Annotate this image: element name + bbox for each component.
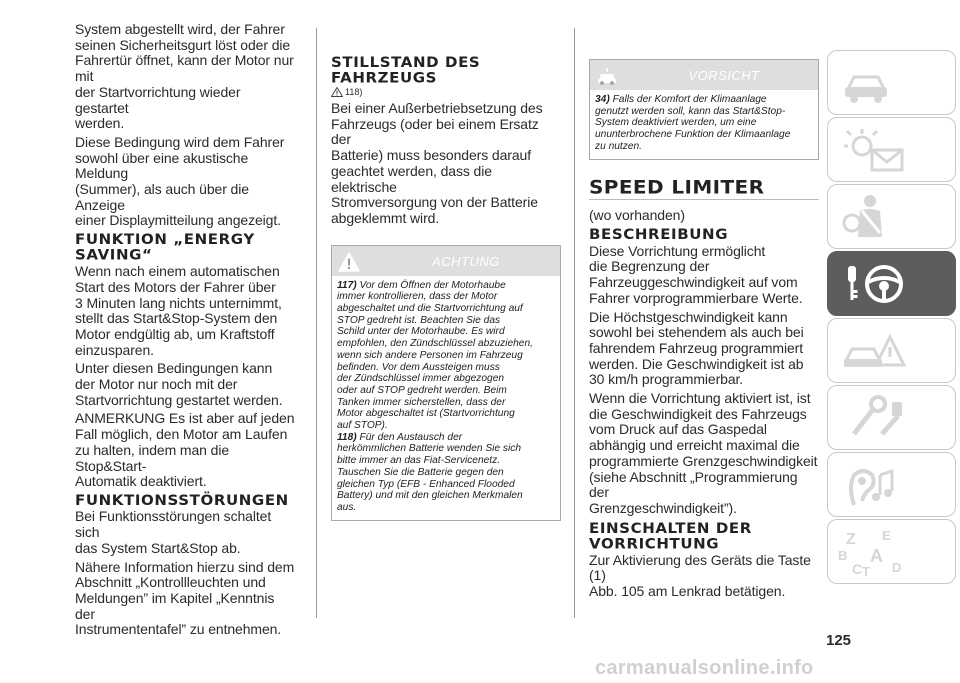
caution-box-title: VORSICHT <box>688 68 760 83</box>
column-divider <box>574 28 575 618</box>
chapter-heading: SPEED LIMITER <box>589 175 765 198</box>
tab-starting-driving[interactable] <box>827 251 956 316</box>
paragraph: Die Höchstgeschwindigkeit kann sowohl bei stehendem als auch bei fahrendem Fahrzeug programmiert werden. Die Geschwindigkeit ist ab 30 km/h programmierbar. <box>589 308 804 388</box>
warning-box <box>331 245 561 521</box>
paragraph: Diese Vorrichtung ermöglicht die Begrenzung der Fahrzeuggeschwindigkeit auf vom Fahrer vorprogrammierbare Werte. <box>589 242 803 306</box>
section-heading: FUNKTION „ENERGY SAVING“ <box>75 231 255 263</box>
index-letter: D <box>892 560 902 575</box>
section-heading: STILLSTAND DES FAHRZEUGS <box>331 53 481 86</box>
column-middle <box>331 22 561 521</box>
index-letter: C <box>852 561 863 576</box>
note-number: 34) <box>595 94 610 105</box>
tab-warning-lights[interactable] <box>827 117 956 182</box>
warning-lights-icon <box>840 126 910 174</box>
index-letter: B <box>838 548 848 563</box>
index-letter: E <box>882 528 891 543</box>
paragraph: Wenn nach einem automatischen Start des Motors der Fahrer über 3 Minuten lang nichts unternimmt, stellt das Start&Stop-System den Motor endgültig ab, um Kraftstoff einzusparen. <box>75 263 282 358</box>
watermark: carmanualsonline.info <box>595 657 814 679</box>
caution-box-body <box>590 90 818 159</box>
paragraph: Unter diesen Bedingungen kann der Motor nur noch mit der Startvorrichtung gestartet werden. <box>75 360 283 408</box>
note-text: Vor dem Öffnen der Motorhaube immer kontrollieren, dass der Motor abgeschaltet und die Startvorrichtung auf STOP gedreht ist. Beachten Sie das Schild unter der Motorhaube. Es wird empfohlen, den Zündschlüssel abzuziehen, wenn sich andere Personen im Fahrzeug befinden. Vor dem Aussteigen muss der Zündschlüssel immer abgezogen oder auf STOP gedreht werden. Beim Tanken immer sicherstellen, dass der Motor abgeschaltet ist (Startvorrichtung auf STOP). <box>337 279 533 432</box>
alphabetical-index-icon <box>836 526 916 576</box>
car-dashboard-icon <box>840 59 900 107</box>
note-118 <box>337 432 556 514</box>
paragraph: Diese Bedingung wird dem Fahrer sowohl über eine akustische Meldung (Summer), als auch über die Anzeige einer Displaymitteilung angezeigt. <box>75 133 285 229</box>
tab-index[interactable] <box>827 519 956 584</box>
caution-box <box>589 59 819 160</box>
page-number: 125 <box>826 632 852 649</box>
key-steering-wheel-icon <box>840 260 910 308</box>
index-letter: A <box>870 546 883 566</box>
index-letter: T <box>862 564 870 576</box>
paragraph: Nähere Information hierzu sind dem Abschnitt „Kontrollleuchten und Meldungen” im Kapitel „Kenntnis der Instrumententafel” zu entnehmen. <box>75 558 295 638</box>
service-tools-icon <box>840 394 910 442</box>
section-heading: FUNKTIONSSTÖRUNGEN <box>75 491 289 509</box>
reference-number: 118) <box>345 87 363 97</box>
paragraph: System abgestellt wird, der Fahrer seinen Sicherheitsgurt löst oder die Fahrertür öffnet, kann der Motor nur mit der Startvorrichtung wieder gestartet werden. <box>75 21 294 132</box>
section-heading: BESCHREIBUNG <box>589 225 729 243</box>
column-right <box>589 22 819 603</box>
paragraph: Wenn die Vorrichtung aktiviert ist, ist die Geschwindigkeit des Fahrzeugs vom Druck auf das Gaspedal abhängig und erreicht maximal die programmierte Grenzgeschwindigkeit (siehe Abschnitt „Programmierung der Grenzgeschwindigkeit”). <box>589 390 818 516</box>
paragraph: Bei Funktionsstörungen schaltet sich das System Start&Stop ab. <box>75 508 272 556</box>
caution-box-header <box>590 60 818 90</box>
paragraph: Zur Aktivierung des Geräts die Taste (1) Abb. 105 am Lenkrad betätigen. <box>589 551 811 600</box>
warning-box-title: ACHTUNG <box>432 253 500 269</box>
chapter-tabs <box>827 50 957 586</box>
note-text: Falls der Komfort der Klimaanlage genutzt werden soll, kann das Start&Stop- System deaktiviert werden, um eine ununterbrochene Funktion der Klimaanlage zu nutzen. <box>595 94 791 152</box>
paragraph: ANMERKUNG Es ist aber auf jeden Fall möglich, den Motor am Laufen zu halten, indem man die Stop&Start- Automatik deaktiviert. <box>75 410 295 490</box>
note-117 <box>337 280 556 432</box>
index-letter: Z <box>846 531 856 548</box>
note-reference <box>331 87 561 97</box>
note-text: Für den Austausch der herkömmlichen Batterie wenden Sie sich bitte immer an das Fiat-Servicenetz. Tauschen Sie die Batterie gegen den gleichen Typ (EFB - Enhanced Flooded Battery) und mit den gleichen Merkmalen aus. <box>337 431 523 513</box>
paragraph: (wo vorhanden) <box>589 206 685 223</box>
note-number: 118) <box>337 431 357 443</box>
column-left <box>75 22 297 641</box>
note-number: 117) <box>337 279 357 291</box>
tab-safety[interactable] <box>827 184 956 249</box>
tab-service[interactable] <box>827 385 956 450</box>
tab-multimedia[interactable] <box>827 452 956 517</box>
section-heading: EINSCHALTEN DER VORRICHTUNG <box>589 519 752 552</box>
emergency-icon <box>840 327 910 375</box>
warning-triangle-icon <box>331 87 343 97</box>
tab-dashboard[interactable] <box>827 50 956 115</box>
warning-box-body <box>332 276 560 520</box>
note-34 <box>595 94 814 153</box>
heading-divider <box>589 199 819 200</box>
tab-emergency[interactable] <box>827 318 956 383</box>
column-divider <box>316 28 317 618</box>
seatbelt-airbag-icon <box>840 193 900 241</box>
paragraph: Bei einer Außerbetriebsetzung des Fahrzeugs (oder bei einem Ersatz der Batterie) muss besonders darauf geachtet werden, dass die elektrische Stromversorgung von der Batterie abgeklemmt wird. <box>331 100 543 226</box>
warning-box-header <box>332 246 560 276</box>
multimedia-icon <box>840 461 910 509</box>
